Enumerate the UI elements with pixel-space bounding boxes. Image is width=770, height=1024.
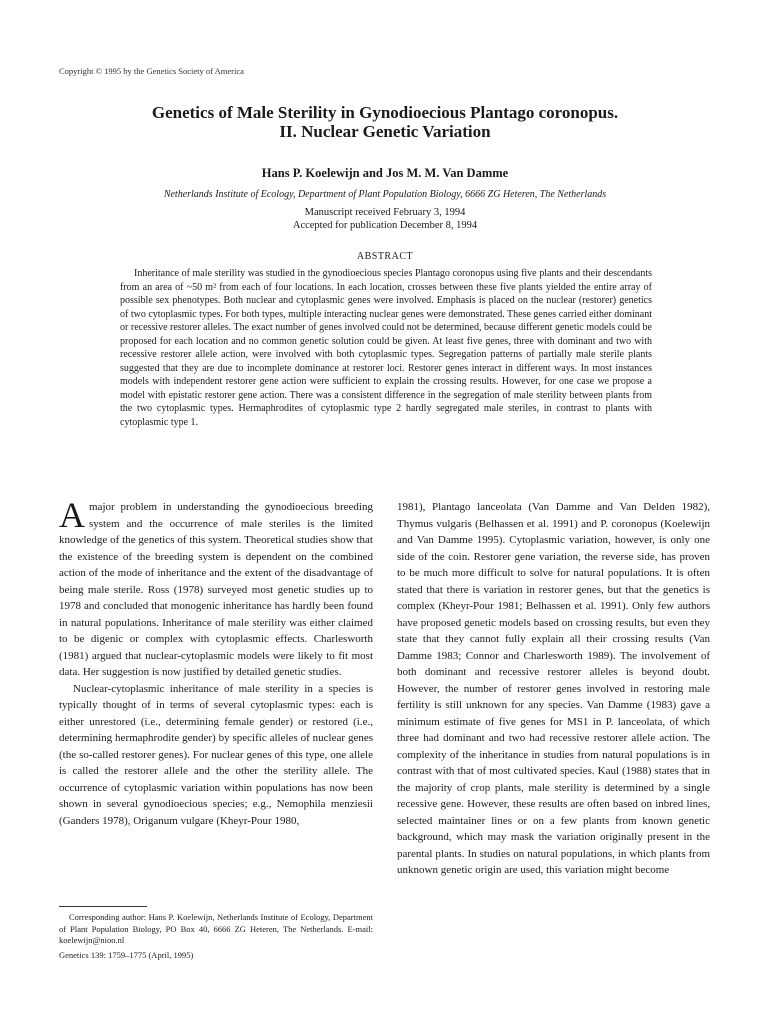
received-date: Manuscript received February 3, 1994 [304, 207, 466, 218]
paper-title-line-1: Genetics of Male Sterility in Gynodioecious Plantago coronopus. [151, 103, 619, 122]
footnote-divider [59, 906, 147, 907]
intro-paragraph-2: Nuclear-cytoplasmic inheritance of male sterility in a species is typically thought of in terms of several cytoplasmic types: each is either unrestored (i.e., determining female gender) or restored (i.e., determining hermaphrodite gender) by specific alleles of nuclear genes (the so-called restorer genes). For nuclear genes of this type, one allele is called the restorer allele and the other the sterility allele. The occurrence of cytoplasmic variation within populations has now been shown in several gynodioecious species; e.g., Nemophila menziesii (Ganders 1978), Origanum vulgare (Kheyr-Pour 1980, [59, 682, 373, 827]
accepted-date: Accepted for publication December 8, 1994 [292, 220, 478, 231]
intro-paragraph-continued: 1981), Plantago lanceolata (Van Damme and Van Delden 1982), Thymus vulgaris (Belhassen et al. 1991) and P. coronopus (Koelewijn and Van Damme 1995). Cytoplasmic variation, however, is only one side of the coin. Restorer gene variation, the reverse side, has proven to be much more difficult to solve for natural populations. It is often stated that there is variation in restorer genes, but that the genetics is complex (Kheyr-Pour 1981; Belhassen et al. 1991). Only few authors have proposed genetic models based on crossing results, but even they state that they cannot fully explain all their crossing results (Van Damme 1983; Connor and Charlesworth 1989). The involvement of both dominant and recessive restorer alleles is beyond doubt. However, the number of restorer genes involved in restoring male fertility is still unknown for any species. Van Damme (1983) gave a minimum estimate of five genes for MS1 in P. lanceolata, of which three had dominant and two had recessive restorer allele action. The complexity of the inheritance in studies from natural populations is in contrast with that of most cultivated species. Kaul (1988) states that in the majority of crop plants, male sterility is determined by a single recessive gene. However, these results are often based on inbred lines, selected maintainer lines or on a few plants from known genetic background, which may mask the variation originally present in the parental plants. In studies on natural populations, in which plants from unknown genetic origin are used, this variation might become [397, 501, 710, 876]
manuscript-dates [60, 206, 710, 232]
abstract-heading: ABSTRACT [356, 251, 414, 262]
author-list: Hans P. Koelewijn and Jos M. M. Van Damme [261, 166, 509, 180]
body-column-right [397, 499, 710, 879]
drop-cap: A [59, 495, 85, 535]
body-column-left [59, 495, 373, 829]
intro-paragraph-1 [59, 495, 373, 681]
copyright-line: Copyright © 1995 by the Genetics Society of America [59, 66, 244, 76]
journal-citation: Genetics 139: 1759–1775 (April, 1995) [59, 950, 194, 960]
intro-paragraph-1-text: major problem in understanding the gynodioecious breeding system and the occurrence of male steriles is the limited knowledge of the genetics of this system. Theoretical studies show that the existence of the breeding system is dependent on the combined action of the mode of inheritance and the extent of the disadvantage of being male sterile. Ross (1978) surveyed most genetic studies up to 1978 and concluded that monogenic inheritance has hardly been found in natural populations. Inheritance of male sterility was either claimed to be digenic or complex with cytoplasmic effects. Charlesworth (1981) argued that nuclear-cytoplasmic models were likely to fit most data. Her suggestion is now justified by detailed genetic studies. [59, 501, 373, 678]
paper-title-line-2: II. Nuclear Genetic Variation [279, 122, 491, 141]
affiliation: Netherlands Institute of Ecology, Department of Plant Population Biology, 6666 ZG Heteren, The Netherlands [163, 189, 607, 200]
abstract-text: Inheritance of male sterility was studied in the gynodioecious species Plantago coronopus using five plants and their descendants from an area of ~50 m² from each of four locations. In each location, crosses between these five plants yielded the entire array of possible sex phenotypes. Both nuclear and cytoplasmic genes were involved. Emphasis is placed on the nuclear (restorer) genetics of two cytoplasmic types. For both types, multiple interacting nuclear genes were demonstrated. These genes carried either dominant or recessive restorer alleles. The exact number of genes involved could not be determined, because different genetic models could be proposed for each location and no common genetic solution could be given. At least five genes, three with dominant and two with recessive restorer allele action, were involved with both cytoplasmic types. Segregation patterns of partially male sterile plants suggested that they are due to incomplete dominance at restorer loci. Restorer genes interact in different ways. In most instances models with independent restorer gene action were sufficient to explain the crossing results. However, for one case we propose a model with epistatic restorer gene action. There was a consistent difference in the segregation of male sterility between plants from the two cytoplasmic types. Hermaphrodites of cytoplasmic type 2 hardly segregated male steriles, in contrast to plants with cytoplasmic type 1. [120, 268, 652, 428]
corresponding-author-footnote: Corresponding author: Hans P. Koelewijn, Netherlands Institute of Ecology, Department of Plant Population Biology, PO Box 40, 6666 ZG Heteren, The Netherlands. E-mail: koelewijn@nioo.nl [59, 912, 373, 945]
